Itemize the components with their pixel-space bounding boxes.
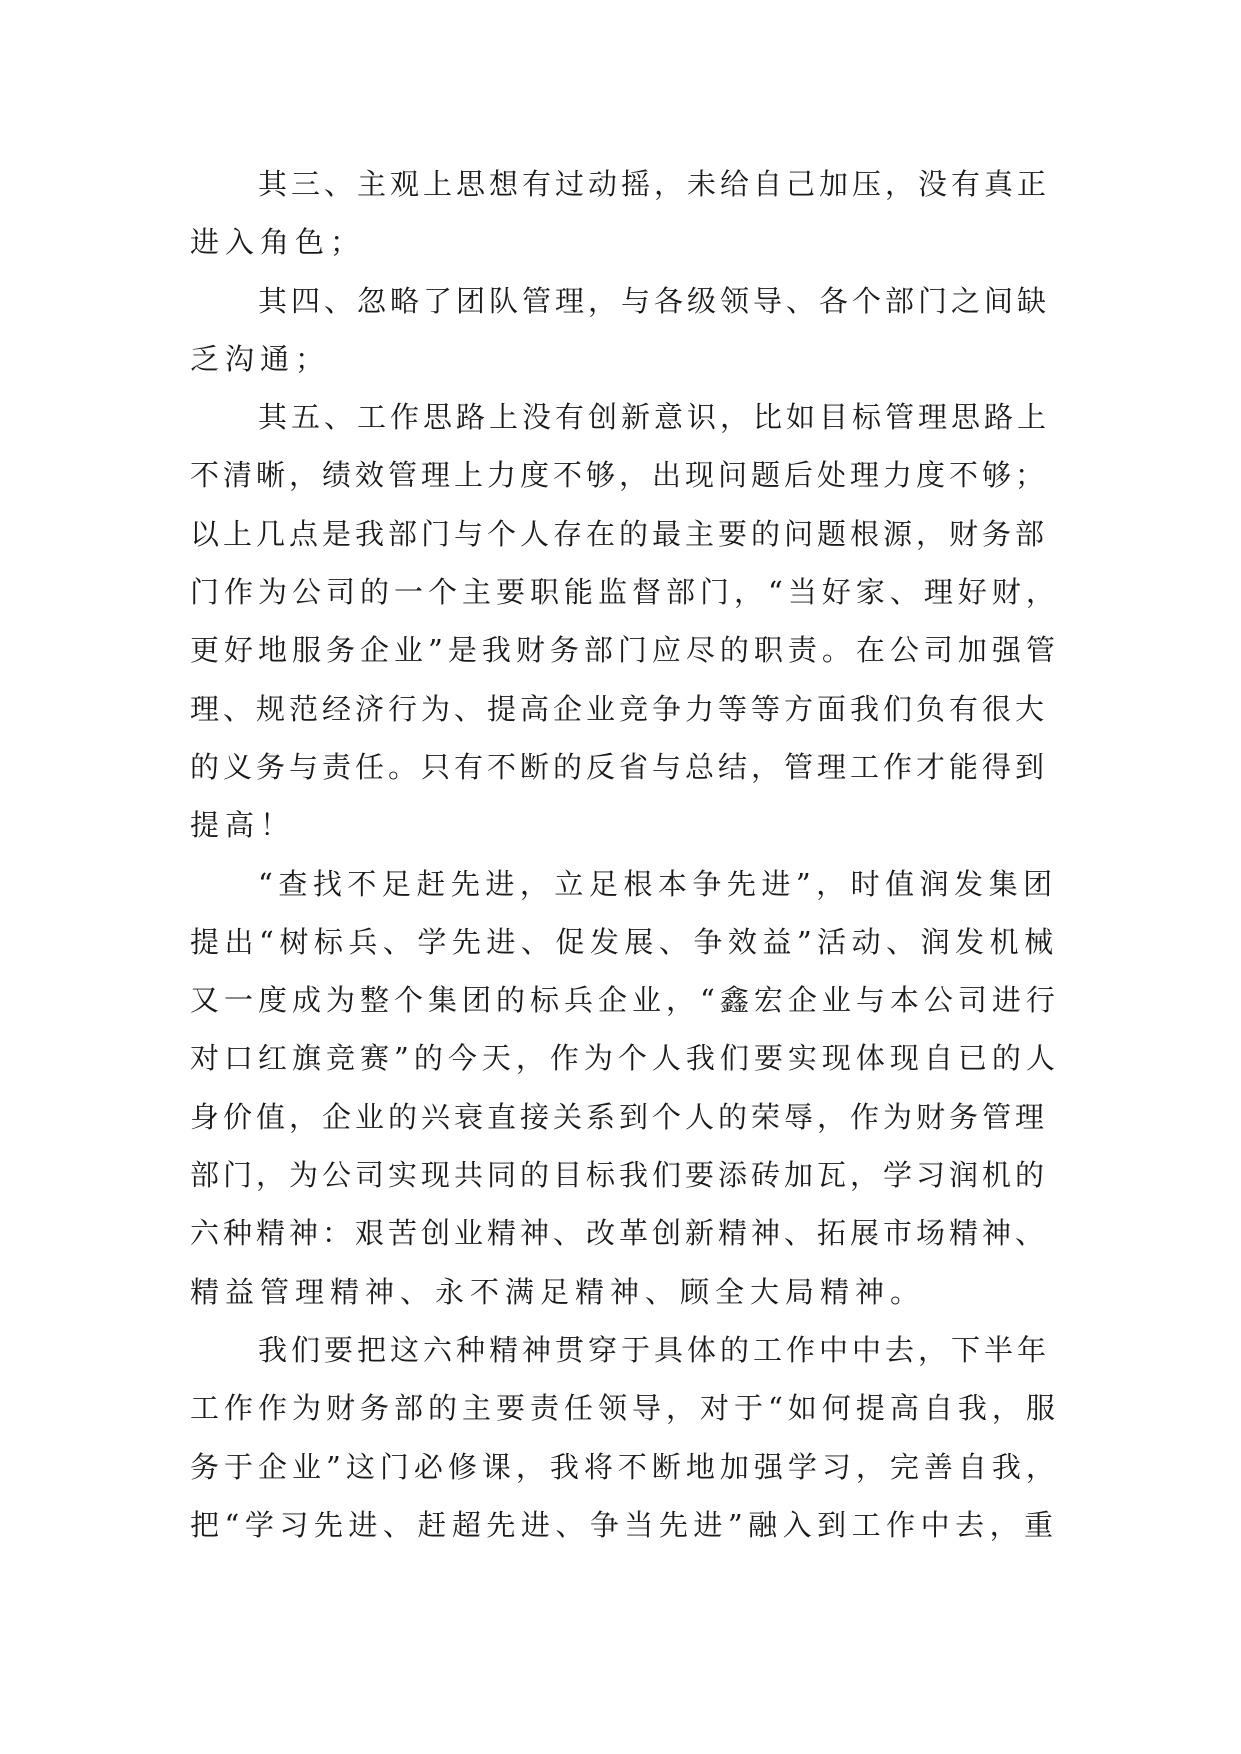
- text-line: 更好地服务企业”是我财务部门应尽的职责。在公司加强管: [190, 633, 1060, 668]
- text-line: 提出“树标兵、学先进、促发展、争效益”活动、润发机械: [190, 924, 1059, 959]
- text-line: 以上几点是我部门与个人存在的最主要的问题根源，财务部: [190, 516, 1049, 551]
- text-line: 理、规范经济行为、提高企业竞争力等等方面我们负有很大: [190, 691, 1049, 726]
- text-line: 对口红旗竞赛”的今天，作为个人我们要实现体现自已的人: [190, 1041, 1060, 1076]
- text-line: 又一度成为整个集团的标兵企业，“鑫宏企业与本公司进行: [190, 983, 1060, 1018]
- text-line: 的义务与责任。只有不断的反省与总结，管理工作才能得到: [190, 749, 1049, 784]
- text-line: 其三、主观上思想有过动摇，未给自己加压，没有真正: [258, 167, 1051, 201]
- text-line: 务于企业”这门必修课，我将不断地加强学习，完善自我，: [190, 1449, 1060, 1484]
- text-line: 把“学习先进、赶超先进、争当先进”融入到工作中去，重: [190, 1507, 1059, 1542]
- text-line: 乏沟通；: [190, 341, 331, 376]
- text-line: 其五、工作思路上没有创新意识，比如目标管理思路上: [258, 400, 1051, 435]
- text-line: 不清晰，绩效管理上力度不够，出现问题后处理力度不够；: [190, 458, 1049, 493]
- body-text: [190, 155, 1060, 1554]
- text-line: 门作为公司的一个主要职能监督部门，“当好家、理好财，: [190, 575, 1060, 610]
- text-line: 其四、忽略了团队管理，与各级领导、各个部门之间缺: [258, 283, 1051, 318]
- text-line: 身价值，企业的兴衰直接关系到个人的荣辱，作为财务管理: [190, 1099, 1049, 1134]
- text-line: 部门，为公司实现共同的目标我们要添砖加瓦，学习润机的: [190, 1158, 1049, 1193]
- text-line: 我们要把这六种精神贯穿于具体的工作中中去，下半年: [258, 1332, 1051, 1367]
- text-line: 六种精神：艰苦创业精神、改革创新精神、拓展市场精神、: [190, 1216, 1049, 1251]
- text-line: 提高！: [190, 808, 296, 843]
- text-line: 进入角色；: [190, 225, 366, 260]
- text-line: 精益管理精神、永不满足精神、顾全大局精神。: [190, 1274, 926, 1309]
- text-line: “查找不足赶先进，立足根本争先进”，时值润发集团: [258, 866, 1058, 901]
- text-line: 工作作为财务部的主要责任领导，对于“如何提高自我，服: [190, 1391, 1060, 1426]
